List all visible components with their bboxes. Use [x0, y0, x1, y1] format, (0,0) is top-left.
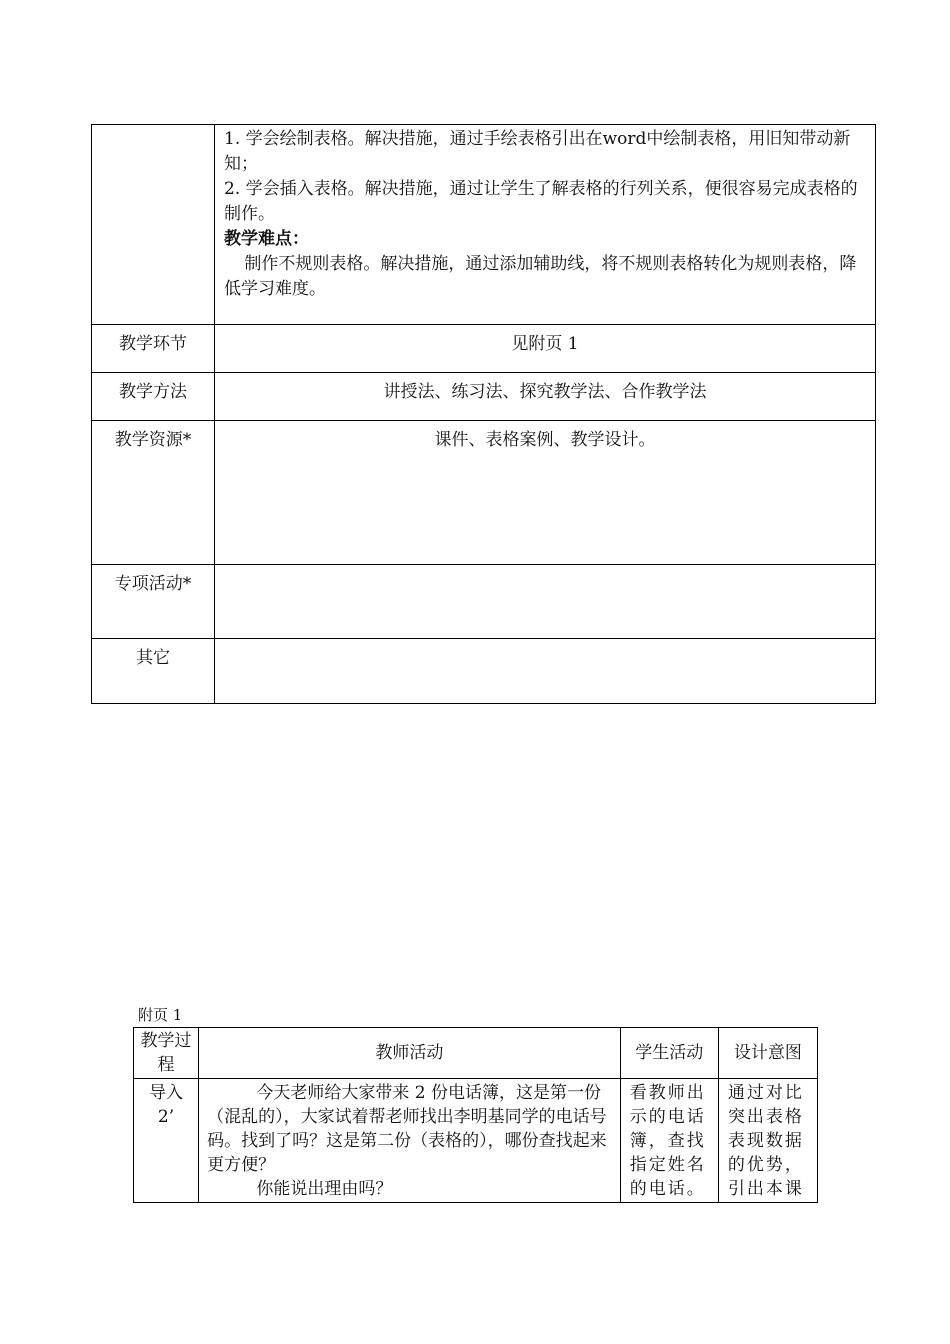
design-intent-cell: 通过对比突出表格表现数据的优势，引出本课 [718, 1079, 817, 1203]
objective-item-1: 1. 学会绘制表格。解决措施，通过手绘表格引出在word中绘制表格，用旧知带动新知； [224, 129, 851, 174]
header-design-intent: 设计意图 [718, 1028, 817, 1079]
lesson-plan-table [91, 124, 876, 704]
appendix-label: 附页 1 [138, 1006, 183, 1024]
teacher-activity-paragraph-2: 你能说出理由吗？ [256, 1179, 393, 1199]
process-cell: 导入2’ [134, 1079, 199, 1203]
appendix-table [133, 1027, 818, 1203]
row-value-teaching-methods: 讲授法、练习法、探究教学法、合作教学法 [215, 373, 876, 421]
row-label-teaching-methods: 教学方法 [92, 373, 215, 421]
row-value-teaching-resources: 课件、表格案例、教学设计。 [215, 421, 876, 565]
header-process: 教学过程 [134, 1028, 199, 1079]
row-value-other [215, 639, 876, 704]
teacher-activity-paragraph-1: 今天老师给大家带来 2 份电话簿，这是第一份（混乱的），大家试着帮老师找出李明基同学的电话号码。找到了吗？这是第二份（表格的），哪份查找起来更方便？ [207, 1083, 607, 1175]
row-value-special-activities [215, 565, 876, 639]
row-label-teaching-resources: 教学资源* [92, 421, 215, 565]
student-activity-cell: 看教师出示的电话簿，查找指定姓名的电话。 [620, 1079, 718, 1203]
row-label-teaching-steps: 教学环节 [92, 325, 215, 373]
header-student-activity: 学生活动 [620, 1028, 718, 1079]
header-teacher-activity: 教师活动 [199, 1028, 621, 1079]
row-value-teaching-steps: 见附页 1 [215, 325, 876, 373]
difficulty-heading: 教学难点： [224, 229, 309, 249]
row-label-other: 其它 [92, 639, 215, 704]
objective-item-2: 2. 学会插入表格。解决措施，通过让学生了解表格的行列关系，便很容易完成表格的制作。 [224, 179, 858, 224]
objectives-cell [215, 125, 876, 325]
row-label-special-activities: 专项活动* [92, 565, 215, 639]
objectives-label-cell [92, 125, 215, 325]
difficulty-text: 制作不规则表格。解决措施，通过添加辅助线，将不规则表格转化为规则表格，降低学习难度。 [224, 254, 857, 299]
teacher-activity-cell [199, 1079, 621, 1203]
